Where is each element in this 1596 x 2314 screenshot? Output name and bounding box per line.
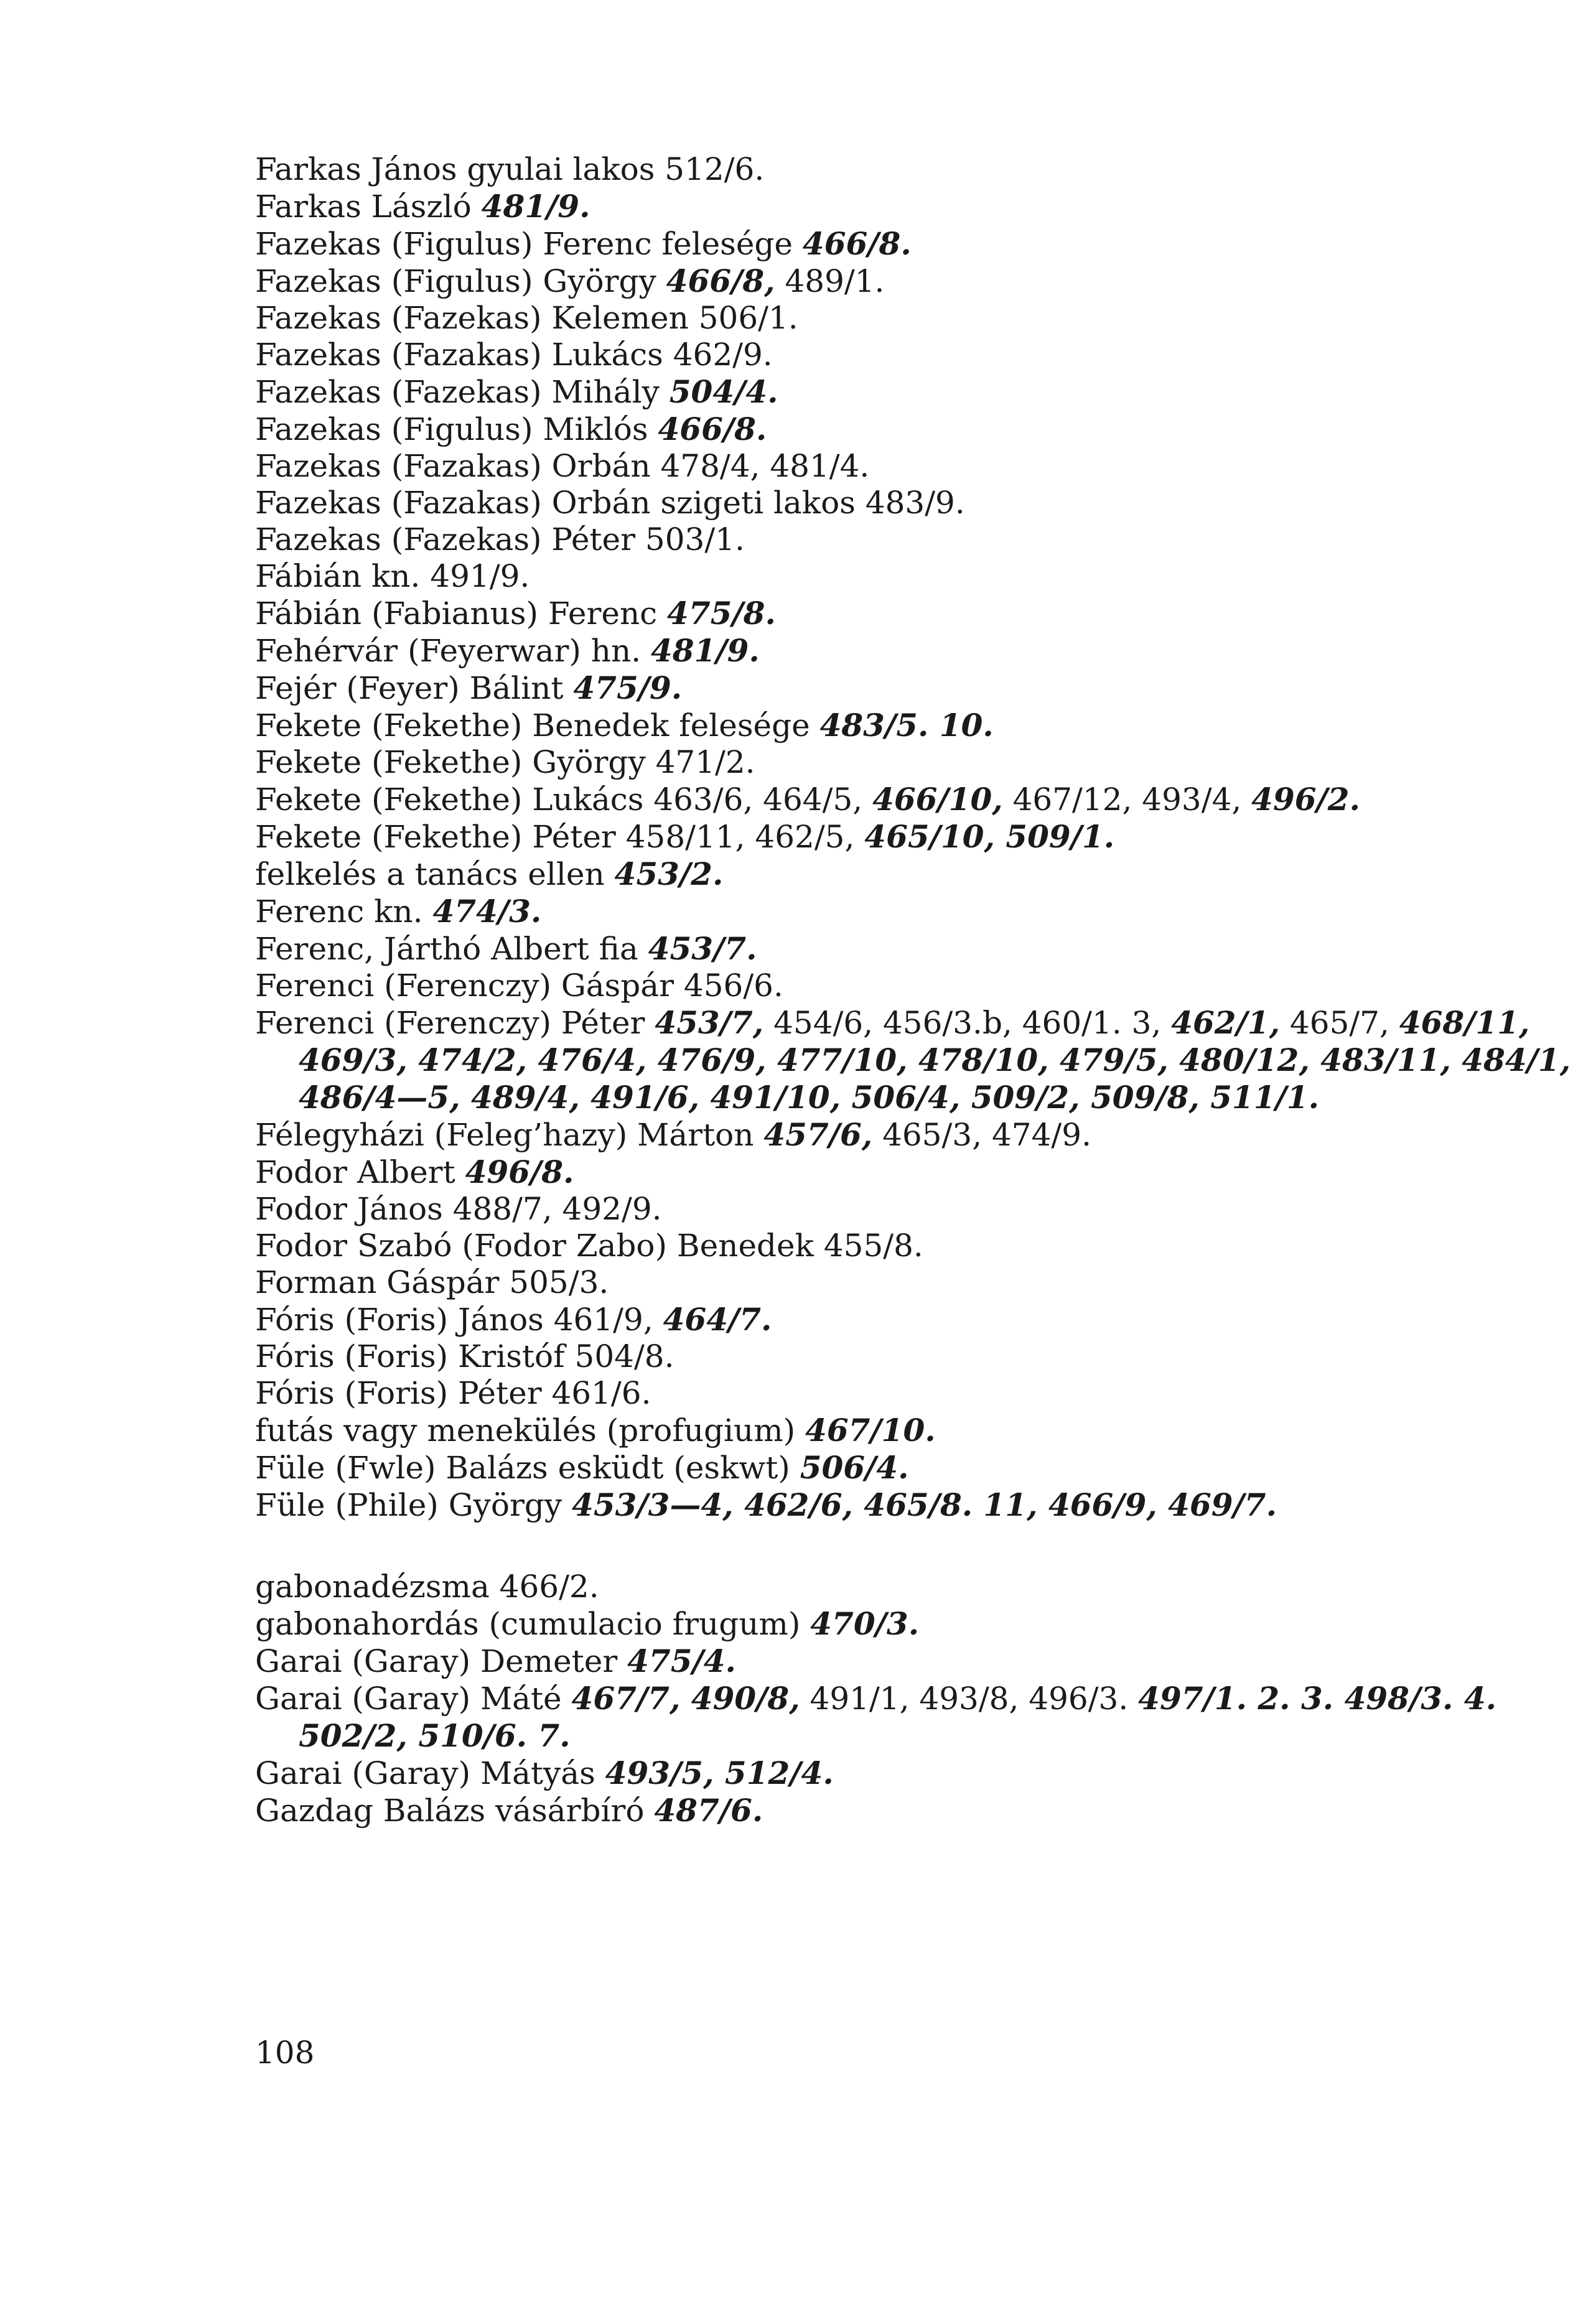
index-entry: Fejér (Feyer) Bálint 475/9. (255, 669, 683, 706)
index-entry: Fodor János 488/7, 492/9. (255, 1191, 662, 1227)
index-entry-continuation: 486/4—5, 489/4, 491/6, 491/10, 506/4, 509/2, 509/8, 511/1. (299, 1079, 1320, 1116)
index-entry: Fóris (Foris) Péter 461/6. (255, 1375, 651, 1411)
index-entry: Garai (Garay) Demeter 475/4. (255, 1643, 736, 1679)
index-entry: Fekete (Fekethe) György 471/2. (255, 744, 755, 780)
index-entry: Fazekas (Fazakas) Orbán szigeti lakos 483/9. (255, 485, 965, 521)
index-entry: Fazekas (Fazakas) Orbán 478/4, 481/4. (255, 448, 870, 484)
index-entry: futás vagy menekülés (profugium) 467/10. (255, 1412, 936, 1449)
index-entry: Gazdag Balázs vásárbíró 487/6. (255, 1792, 763, 1829)
index-entry: Fekete (Fekethe) Benedek felesége 483/5. 10. (255, 707, 994, 744)
index-entry: gabonadézsma 466/2. (255, 1569, 599, 1605)
index-entry: Fodor Szabó (Fodor Zabo) Benedek 455/8. (255, 1228, 923, 1264)
index-entry: Fóris (Foris) János 461/9, 464/7. (255, 1301, 772, 1338)
index-entry: Ferenci (Ferenczy) Péter 453/7, 454/6, 456/3.b, 460/1. 3, 462/1, 465/7, 468/11, (255, 1004, 1530, 1041)
index-entry: Ferenc, Járthó Albert fia 453/7. (255, 930, 757, 967)
index-entry: Forman Gáspár 505/3. (255, 1264, 609, 1300)
index-entry: gabonahordás (cumulacio frugum) 470/3. (255, 1605, 920, 1642)
index-entry-continuation: 502/2, 510/6. 7. (299, 1717, 571, 1754)
index-entry: Fazekas (Figulus) Ferenc felesége 466/8. (255, 225, 912, 262)
index-entry: Garai (Garay) Máté 467/7, 490/8, 491/1, 493/8, 496/3. 497/1. 2. 3. 498/3. 4. (255, 1680, 1497, 1717)
index-entry: Fekete (Fekethe) Lukács 463/6, 464/5, 466/10, 467/12, 493/4, 496/2. (255, 781, 1361, 818)
index-entry: Fazekas (Figulus) György 466/8, 489/1. (255, 263, 885, 299)
index-entry: Fóris (Foris) Kristóf 504/8. (255, 1338, 674, 1374)
index-entry: Fodor Albert 496/8. (255, 1154, 574, 1190)
index-entry: Fazekas (Figulus) Miklós 466/8. (255, 411, 767, 447)
index-entry-continuation: 469/3, 474/2, 476/4, 476/9, 477/10, 478/10, 479/5, 480/12, 483/11, 484/1, (299, 1042, 1571, 1078)
index-entry: Farkas János gyulai lakos 512/6. (255, 151, 765, 187)
index-entries (255, 151, 1571, 1829)
index-entry: Fehérvár (Feyerwar) hn. 481/9. (255, 632, 760, 669)
index-entry: Fábián kn. 491/9. (255, 558, 530, 594)
index-entry: Fazekas (Fazekas) Mihály 504/4. (255, 373, 778, 410)
index-entry: Farkas László 481/9. (255, 188, 590, 225)
index-entry: Fazekas (Fazekas) Péter 503/1. (255, 521, 745, 558)
index-entry: Fazekas (Fazakas) Lukács 462/9. (255, 337, 773, 373)
index-entry: Füle (Phile) György 453/3—4, 462/6, 465/8. 11, 466/9, 469/7. (255, 1486, 1277, 1523)
index-entry: Fekete (Fekethe) Péter 458/11, 462/5, 465/10, 509/1. (255, 818, 1115, 855)
index-entry: Félegyházi (Feleg’hazy) Márton 457/6, 465/3, 474/9. (255, 1116, 1091, 1153)
index-entry: Ferenc kn. 474/3. (255, 893, 542, 930)
index-entry: Fazekas (Fazekas) Kelemen 506/1. (255, 300, 798, 336)
index-entry: felkelés a tanács ellen 453/2. (255, 856, 724, 892)
index-entry: Ferenci (Ferenczy) Gáspár 456/6. (255, 968, 783, 1004)
index-entry: Füle (Fwle) Balázs esküdt (eskwt) 506/4. (255, 1449, 909, 1486)
page-number: 108 (255, 2035, 315, 2071)
index-entry: Garai (Garay) Mátyás 493/5, 512/4. (255, 1755, 834, 1791)
index-entry: Fábián (Fabianus) Ferenc 475/8. (255, 595, 776, 632)
